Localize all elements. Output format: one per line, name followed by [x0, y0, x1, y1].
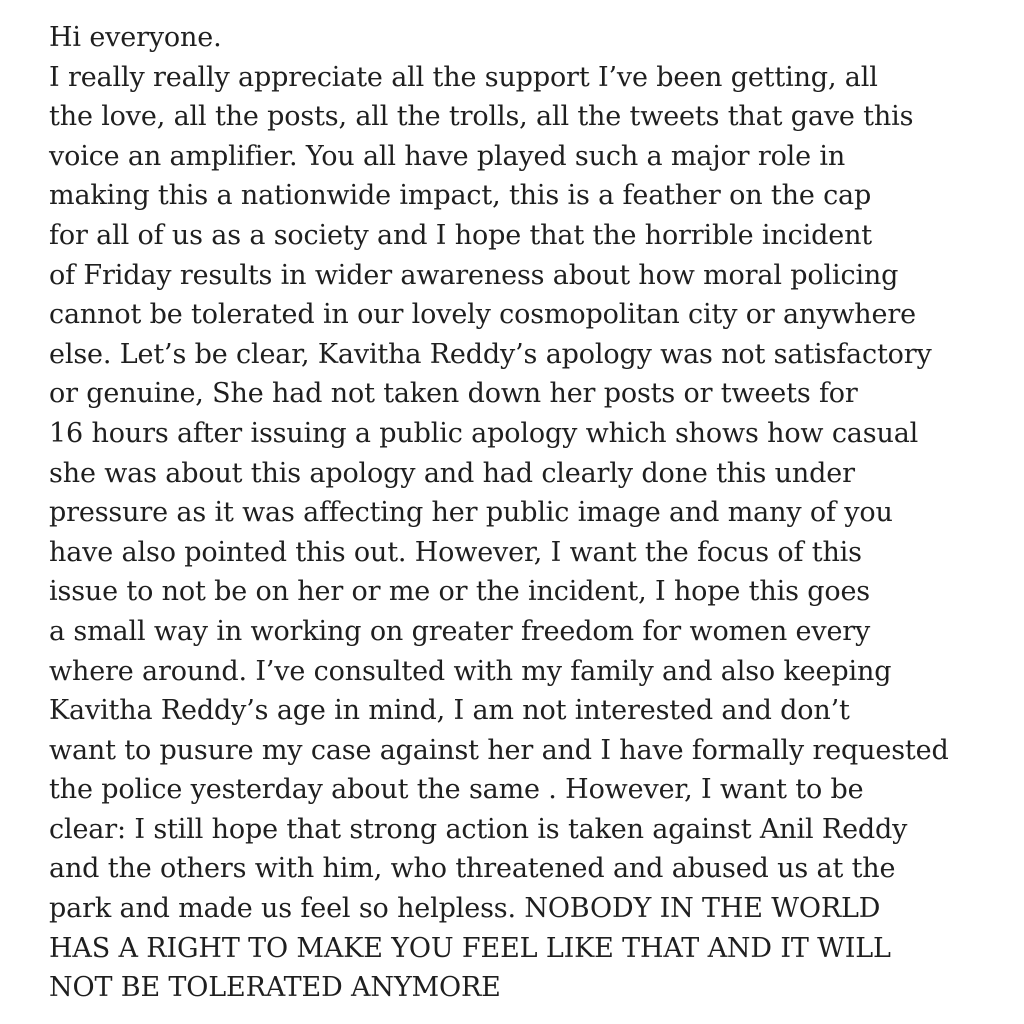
text-line: I really really appreciate all the support I’ve been getting, all — [49, 61, 878, 93]
text-line: voice an amplifier. You all have played such a major role in — [49, 140, 846, 172]
text-line: 16 hours after issuing a public apology which shows how casual — [49, 417, 919, 449]
text-line: the love, all the posts, all the trolls, all the tweets that gave this — [49, 101, 914, 133]
text-line: have also pointed this out. However, I want the focus of this — [49, 536, 862, 568]
text-line: NOT BE TOLERATED ANYMORE — [49, 972, 501, 1004]
text-line: else. Let’s be clear, Kavitha Reddy’s apology was not satisfactory — [49, 338, 932, 370]
text-line: clear: I still hope that strong action is taken against Anil Reddy — [49, 813, 908, 845]
text-line: or genuine, She had not taken down her posts or tweets for — [49, 378, 858, 410]
text-line: issue to not be on her or me or the incident, I hope this goes — [49, 576, 871, 608]
text-line: want to pusure my case against her and I have formally requested — [49, 734, 949, 766]
text-line: pressure as it was affecting her public image and many of you — [49, 497, 893, 529]
text-line: HAS A RIGHT TO MAKE YOU FEEL LIKE THAT AND IT WILL — [49, 932, 891, 964]
text-line: a small way in working on greater freedom for women every — [49, 615, 871, 647]
text-line: and the others with him, who threatened and abused us at the — [49, 853, 896, 885]
text-line: where around. I’ve consulted with my family and also keeping — [49, 655, 892, 687]
text-line: of Friday results in wider awareness about how moral policing — [49, 259, 899, 291]
text-line: she was about this apology and had clearly done this under — [49, 457, 855, 489]
text-line: the police yesterday about the same . However, I want to be — [49, 774, 864, 806]
text-line: making this a nationwide impact, this is a feather on the cap — [49, 180, 872, 212]
statement-text — [49, 18, 1009, 1008]
text-line: Kavitha Reddy’s age in mind, I am not interested and don’t — [49, 695, 850, 727]
text-line: park and made us feel so helpless. NOBODY IN THE WORLD — [49, 893, 881, 925]
text-line: for all of us as a society and I hope that the horrible incident — [49, 219, 873, 251]
text-line: cannot be tolerated in our lovely cosmopolitan city or anywhere — [49, 299, 916, 331]
text-line: Hi everyone. — [49, 22, 222, 53]
